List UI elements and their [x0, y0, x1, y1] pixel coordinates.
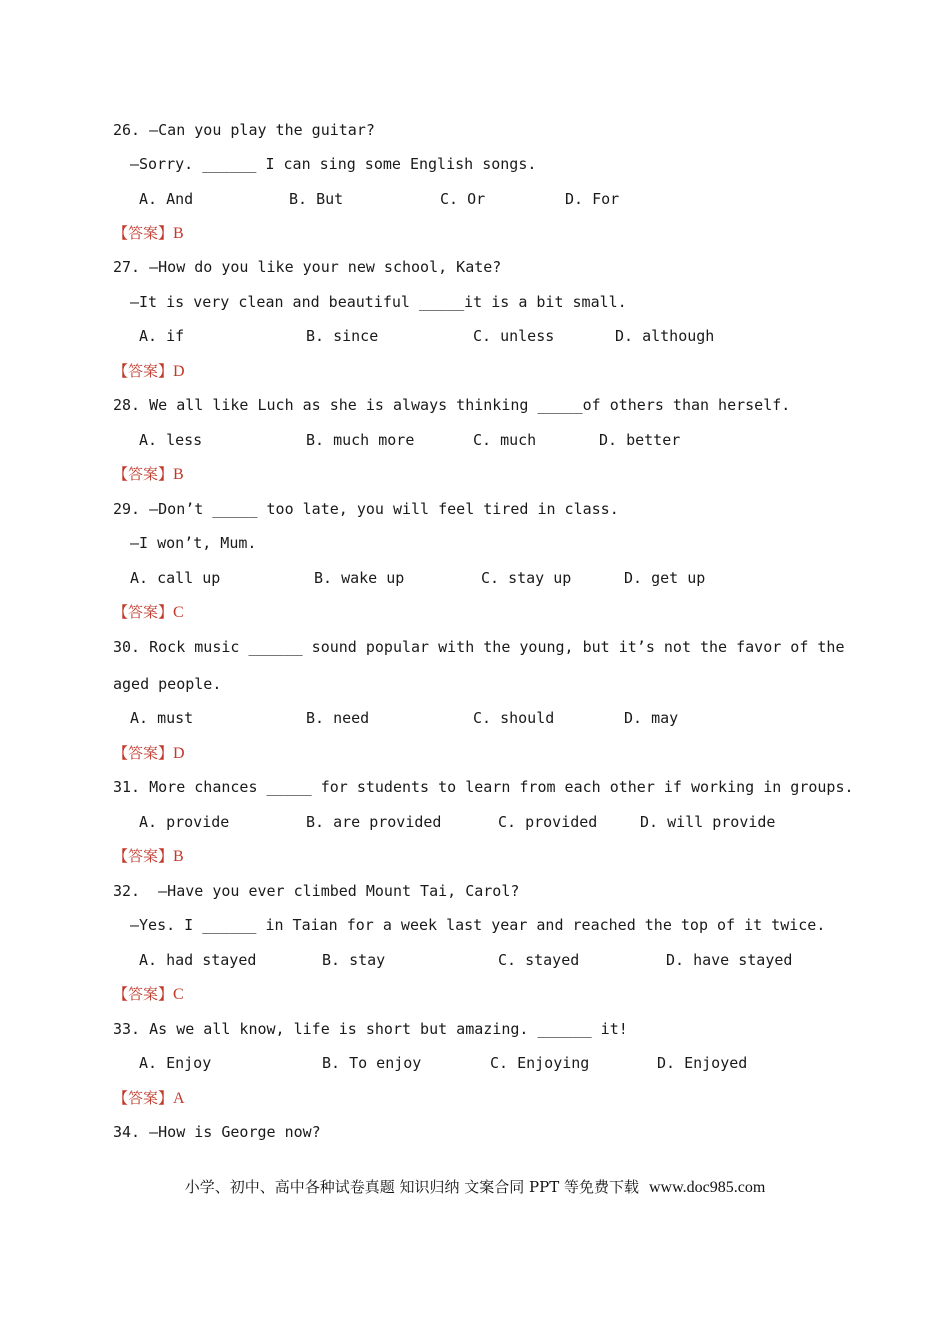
question-26-option-c: C. Or [440, 190, 486, 208]
answer-value: B [173, 466, 184, 483]
question-29-option-d: D. get up [624, 569, 706, 587]
question-27-option-a: A. if [139, 327, 185, 345]
question-32-option-d: D. have stayed [666, 951, 793, 969]
question-33-option-d: D. Enjoyed [657, 1054, 748, 1072]
question-32-stem: 32. —Have you ever climbed Mount Tai, Carol? [113, 882, 520, 900]
question-33-option-c: C. Enjoying [490, 1054, 590, 1072]
question-29-answer [113, 603, 184, 622]
answer-label: 【答案】 [113, 847, 174, 865]
question-27-option-c: C. unless [473, 327, 555, 345]
question-26-option-b: B. But [289, 190, 344, 208]
question-30-option-a: A. must [130, 709, 194, 727]
question-27-option-d: D. although [615, 327, 715, 345]
question-32-line-2: —Yes. I ______ in Taian for a week last year and reached the top of it twice. [130, 916, 826, 934]
question-31-option-d: D. will provide [640, 813, 776, 831]
question-28-option-b: B. much more [306, 431, 415, 449]
question-30-stem: 30. Rock music ______ sound popular with the young, but it’s not the favor of the [113, 638, 845, 656]
question-28-answer [113, 465, 184, 484]
answer-value: D [173, 363, 185, 380]
question-27-option-b: B. since [306, 327, 379, 345]
question-27-stem: 27. —How do you like your new school, Kate? [113, 258, 502, 276]
question-27-line-2: —It is very clean and beautiful _____it is a bit small. [130, 293, 627, 311]
question-34-stem: 34. —How is George now? [113, 1123, 321, 1141]
answer-value: B [173, 848, 184, 865]
answer-label: 【答案】 [113, 1089, 174, 1107]
question-33-option-a: A. Enjoy [139, 1054, 212, 1072]
question-31-option-b: B. are provided [306, 813, 442, 831]
question-26-option-d: D. For [565, 190, 620, 208]
answer-value: D [173, 745, 185, 762]
question-30-option-d: D. may [624, 709, 679, 727]
answer-value: A [173, 1090, 185, 1107]
question-29-option-b: B. wake up [314, 569, 405, 587]
answer-label: 【答案】 [113, 744, 174, 762]
question-32-option-a: A. had stayed [139, 951, 257, 969]
question-26-answer [113, 224, 184, 243]
question-28-option-a: A. less [139, 431, 203, 449]
question-31-stem: 31. More chances _____ for students to learn from each other if working in groups. [113, 778, 854, 796]
answer-label: 【答案】 [113, 362, 174, 380]
answer-label: 【答案】 [113, 603, 174, 621]
footer-url[interactable]: www.doc985.com [648, 1179, 766, 1196]
question-29-option-c: C. stay up [481, 569, 572, 587]
footer-text: 小学、初中、高中各种试卷真题 知识归纳 文案合同 PPT 等免费下载 [184, 1178, 639, 1196]
question-26-option-a: A. And [139, 190, 194, 208]
answer-value: B [173, 225, 184, 242]
question-31-option-c: C. provided [498, 813, 598, 831]
question-29-option-a: A. call up [130, 569, 221, 587]
question-29-line-2: —I won’t, Mum. [130, 534, 257, 552]
question-28-stem: 28. We all like Luch as she is always thinking _____of others than herself. [113, 396, 791, 414]
question-30-answer [113, 744, 185, 763]
question-31-answer [113, 847, 184, 866]
question-31-option-a: A. provide [139, 813, 230, 831]
page-footer [0, 1176, 950, 1197]
question-33-option-b: B. To enjoy [322, 1054, 422, 1072]
question-28-option-d: D. better [599, 431, 681, 449]
question-29-stem: 29. —Don’t _____ too late, you will feel tired in class. [113, 500, 619, 518]
question-32-answer [113, 985, 184, 1004]
question-27-answer [113, 362, 185, 381]
question-28-option-c: C. much [473, 431, 537, 449]
question-30-line-2: aged people. [113, 675, 222, 693]
answer-label: 【答案】 [113, 224, 174, 242]
question-30-option-b: B. need [306, 709, 370, 727]
answer-value: C [173, 986, 184, 1003]
question-26-line-2: —Sorry. ______ I can sing some English songs. [130, 155, 537, 173]
question-33-stem: 33. As we all know, life is short but amazing. ______ it! [113, 1020, 628, 1038]
answer-label: 【答案】 [113, 465, 174, 483]
question-32-option-b: B. stay [322, 951, 386, 969]
answer-value: C [173, 604, 184, 621]
question-26-stem: 26. —Can you play the guitar? [113, 121, 375, 139]
question-33-answer [113, 1089, 185, 1108]
answer-label: 【答案】 [113, 985, 174, 1003]
question-30-option-c: C. should [473, 709, 555, 727]
question-32-option-c: C. stayed [498, 951, 580, 969]
